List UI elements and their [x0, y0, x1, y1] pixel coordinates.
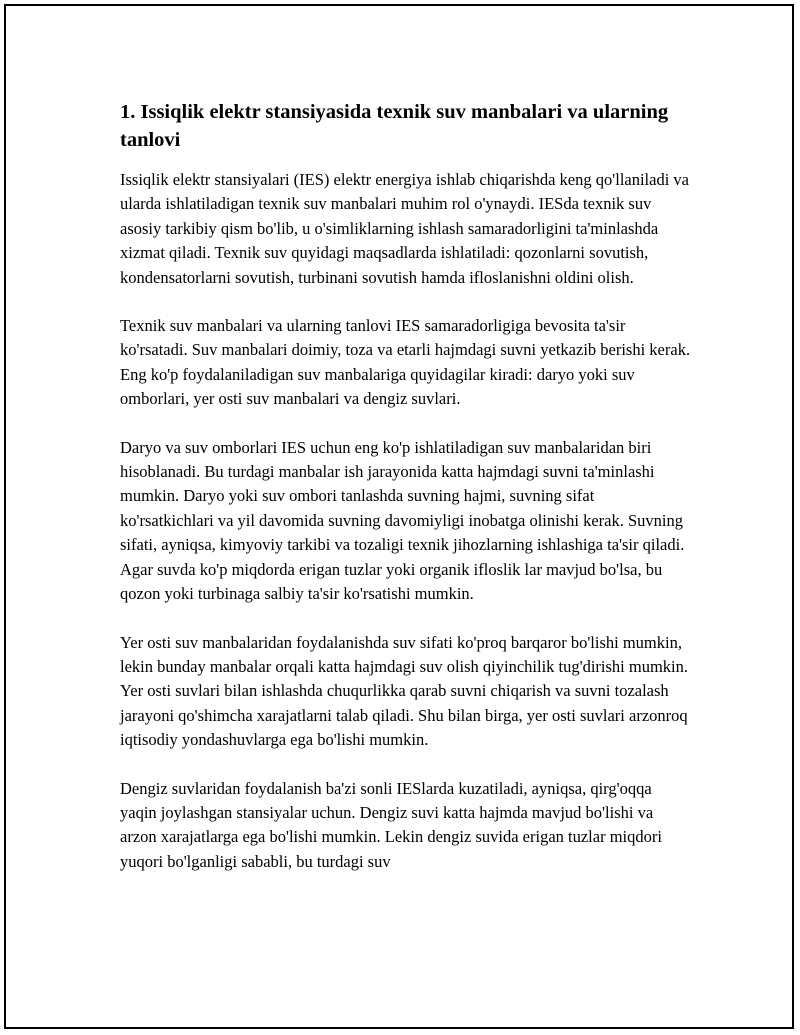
document-page	[4, 4, 794, 1029]
document-content	[120, 98, 692, 898]
paragraph-water-sources: Texnik suv manbalari va ularning tanlovi IES samaradorligiga bevosita ta'sir ko'rsatadi. Suv manbalari doimiy, toza va etarli hajmdagi suvni yetkazib berishi kerak. Eng ko'p foydalaniladigan suv manbalariga quyidagilar kiradi: daryo yoki suv omborlari, yer osti suv manbalari va dengiz suvlari.	[120, 316, 691, 409]
paragraph-sea-water: Dengiz suvlaridan foydalanish ba'zi sonli IESlarda kuzatiladi, ayniqsa, qirg'oqqa yaqin joylashgan stansiyalar uchun. Dengiz suvi katta hajmda mavjud bo'lishi va arzon xarajatlarga ega bo'lishi mumkin. Lekin dengiz suvida erigan tuzlar miqdori yuqori bo'lganligi sababli, bu turdagi suv	[120, 778, 662, 871]
paragraph-rivers-reservoirs: Daryo va suv omborlari IES uchun eng ko'p ishlatiladigan suv manbalaridan biri hisoblanadi. Bu turdagi manbalar ish jarayonida katta hajmdagi suvni ta'minlashi mumkin. Daryo yoki suv ombori tanlashda suvning hajmi, suvning sifat ko'rsatkichlari va yil davomida suvning davomiyligi inobatga olinishi kerak. Suvning sifati, ayniqsa, kimyoviy tarkibi va tozaligi texnik jihozlarning ishlashiga ta'sir qiladi. Agar suvda ko'p miqdorda erigan tuzlar yoki organik ifloslik lar mavjud bo'lsa, bu qozon yoki turbinaga salbiy ta'sir ko'rsatishi mumkin.	[120, 437, 685, 604]
section-heading: 1. Issiqlik elektr stansiyasida texnik suv manbalari va ularning tanlovi	[120, 101, 669, 151]
paragraph-groundwater: Yer osti suv manbalaridan foydalanishda suv sifati ko'proq barqaror bo'lishi mumkin, lekin bunday manbalar orqali katta hajmdagi suv olish qiyinchilik tug'dirishi mumkin. Yer osti suvlari bilan ishlashda chuqurlikka qarab suvni chiqarish va suvni tozalash jarayoni qo'shimcha xarajatlarni talab qiladi. Shu bilan birga, yer osti suvlari arzonroq iqtisodiy yondashuvlarga ega bo'lishi mumkin.	[120, 632, 689, 750]
paragraph-intro: Issiqlik elektr stansiyalari (IES) elektr energiya ishlab chiqarishda keng qo'llaniladi va ularda ishlatiladigan texnik suv manbalari muhim rol o'ynaydi. IESda texnik suv asosiy tarkibiy qism bo'lib, u o'simliklarning ishlash samaradorligini ta'minlashda xizmat qiladi. Texnik suv quyidagi maqsadlarda ishlatiladi: qozonlarni sovutish, kondensatorlarni sovutish, turbinani sovutish hamda ifloslanishni oldini olish.	[120, 170, 690, 287]
